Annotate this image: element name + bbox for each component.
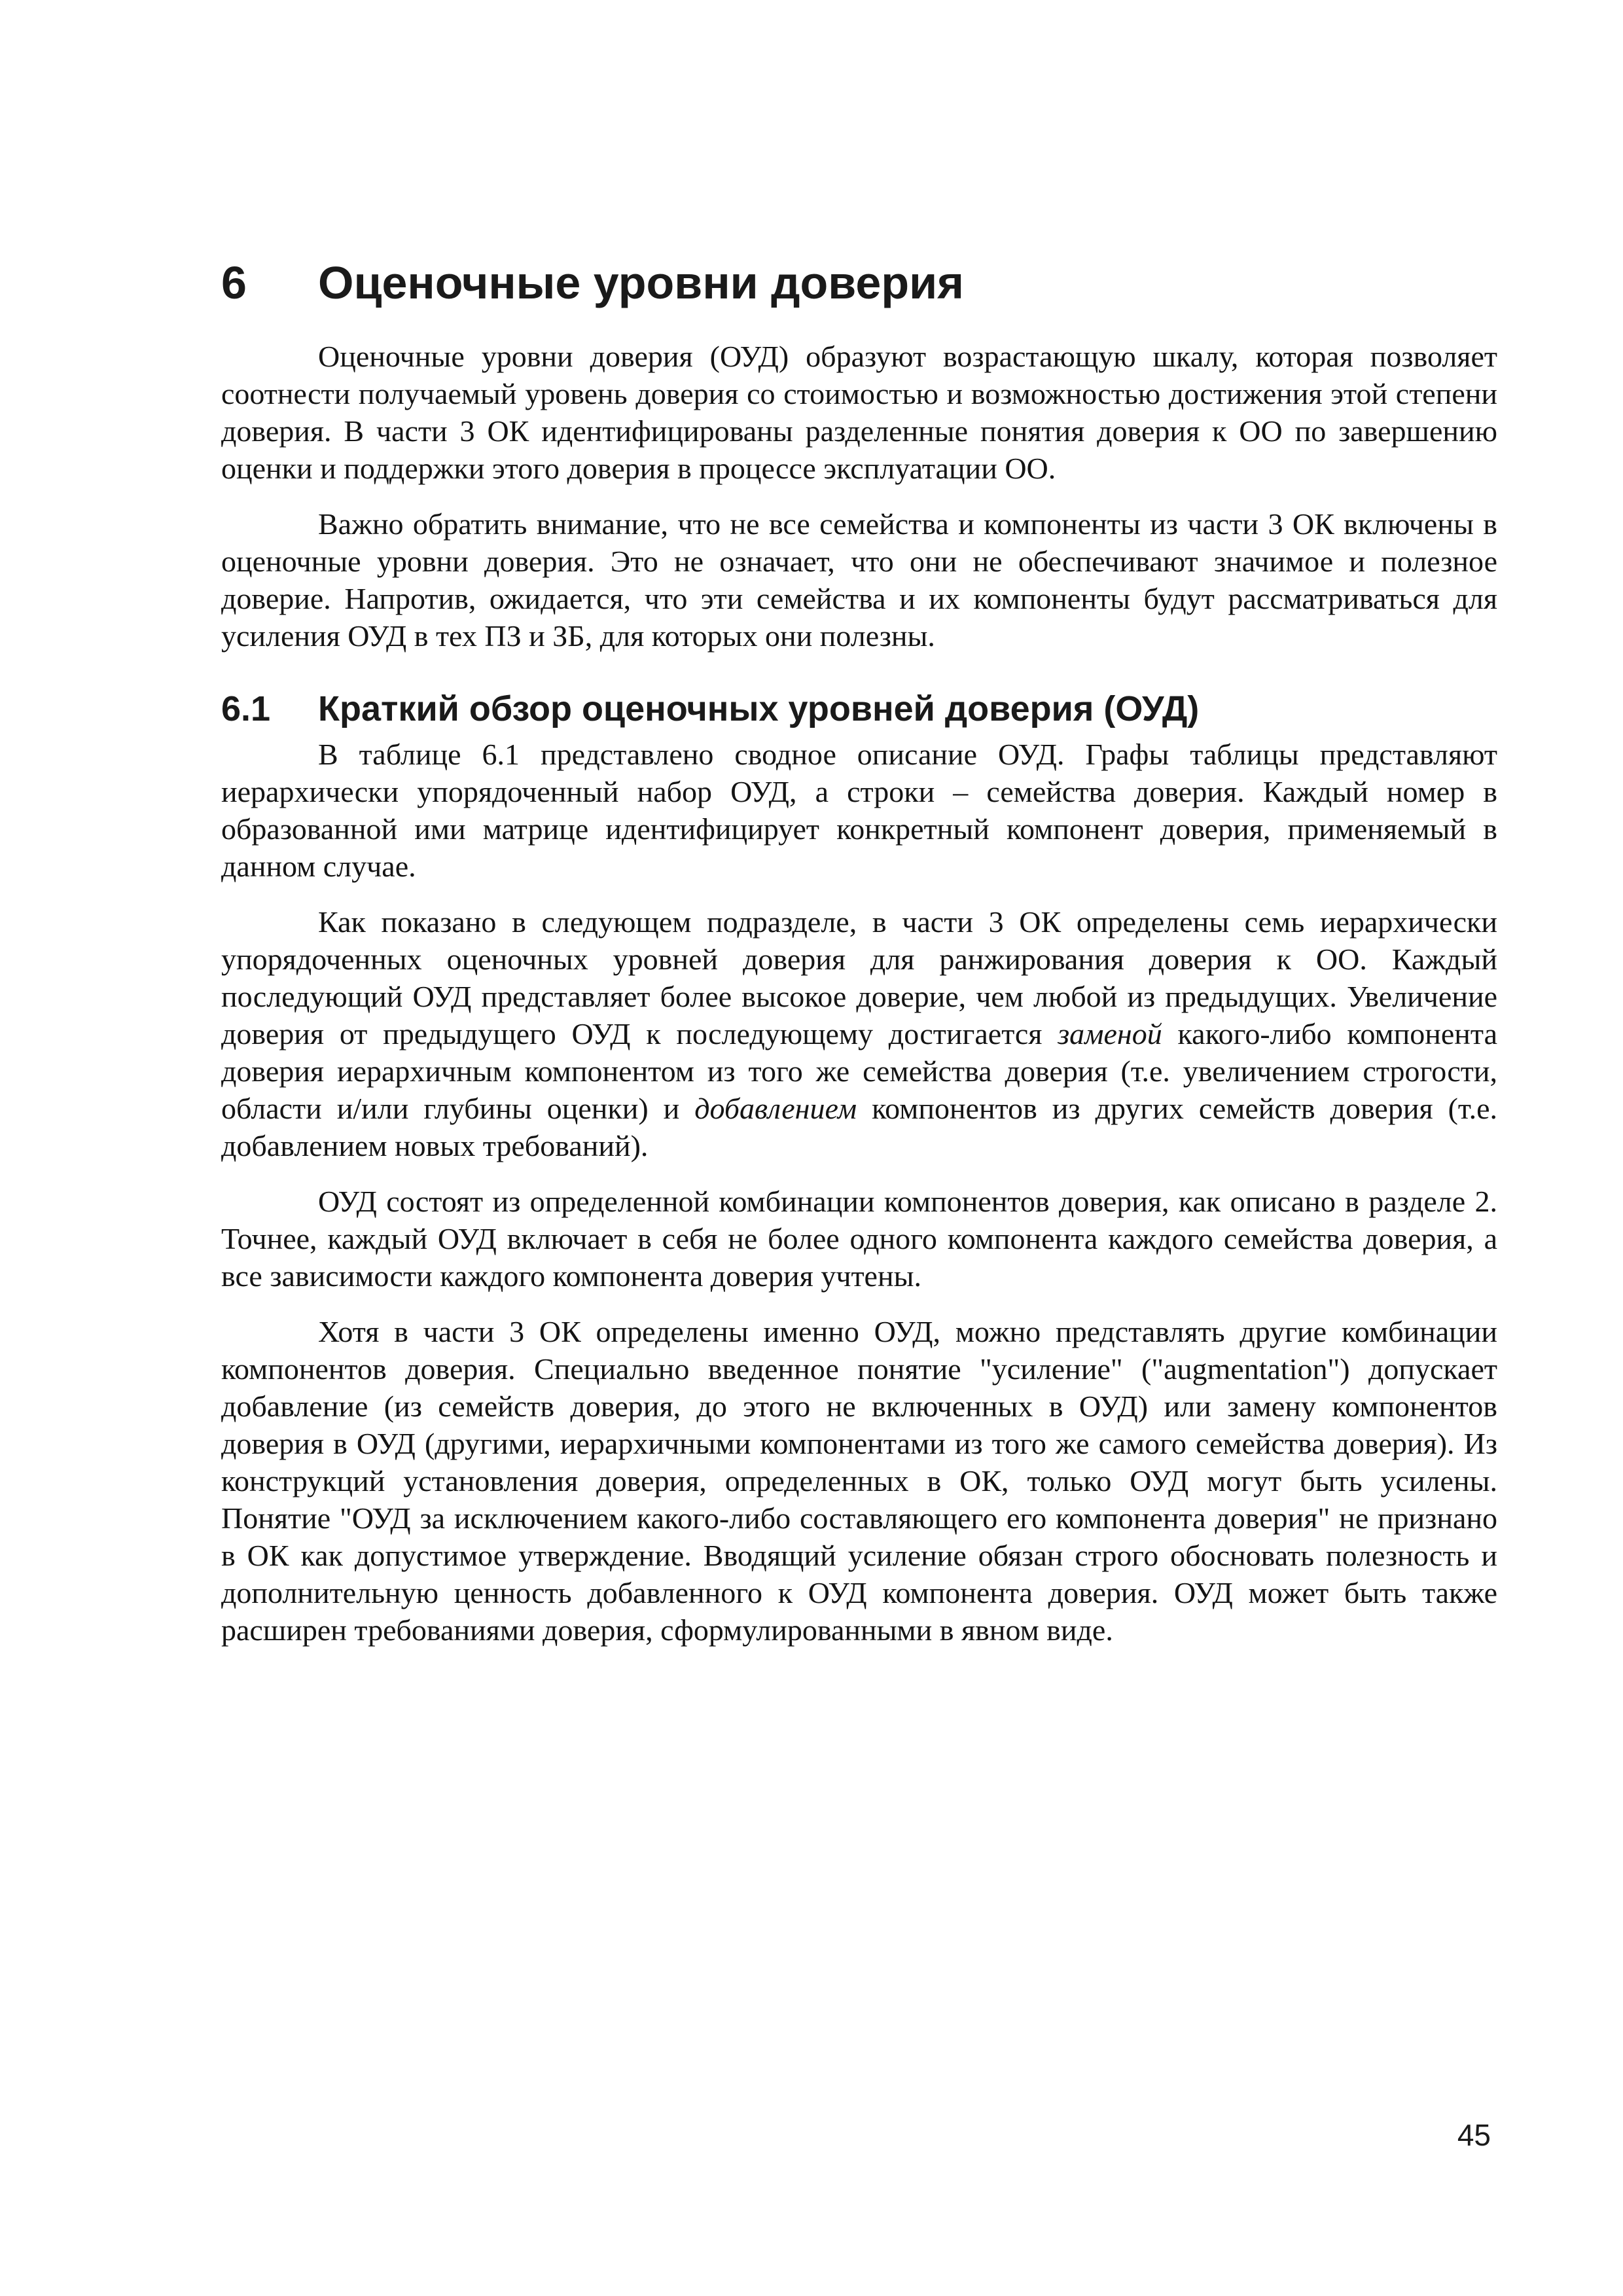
section-paragraph-1: В таблице 6.1 представлено сводное описание ОУД. Графы таблицы представляют иерархически упорядоченный набор ОУД, а строки – семейства доверия. Каждый номер в образованной ими матрице идентифицирует конкретный компонент доверия, применяемый в данном случае.: [221, 738, 1497, 883]
paragraph-text: компонентов из других семейств доверия (т.е. добавлением новых требований).: [221, 1092, 1497, 1162]
intro-paragraph-1: Оценочные уровни доверия (ОУД) образуют возрастающую шкалу, которая позволяет соотнести получаемый уровень доверия со стоимостью и возможностью достижения этой степени доверия. В части 3 ОК идентифицированы разделенные понятия доверия к ОО по завершению оценки и поддержки этого доверия в процессе эксплуатации ОО.: [221, 340, 1497, 485]
section-paragraph-2: [221, 903, 1497, 1164]
section-paragraph-3: ОУД состоят из определенной комбинации компонентов доверия, как описано в разделе 2. Точнее, каждый ОУД включает в себя не более одного компонента каждого семейства доверия, а все зависимости каждого компонента доверия учтены.: [221, 1185, 1497, 1293]
section-number: 6.1: [221, 689, 271, 728]
section-paragraph-4: Хотя в части 3 ОК определены именно ОУД, можно представлять другие комбинации компонентов доверия. Специально введенное понятие "усиление" ("augmentation") допускает добавление (из семейств доверия, до этого не включенных в ОУД) или замену компонентов доверия в ОУД (другими, иерархичными компонентами из того же самого семейства доверия). Из конструкций установления доверия, определенных в ОК, только ОУД могут быть усилены. Понятие "ОУД за исключением какого-либо составляющего его компонента доверия" не признано в ОК как допустимое утверждение. Вводящий усиление обязан строго обосновать полезность и дополнительную ценность добавленного к ОУД компонента доверия. ОУД может быть также расширен требованиями доверия, сформулированными в явном виде.: [221, 1315, 1497, 1647]
paragraph-text: Как показано в следующем подразделе, в части 3 ОК определены семь иерархически упорядоченных оценочных уровней доверия для ранжирования доверия к ОО. Каждый последующий ОУД представляет более высокое доверие, чем любой из предыдущих. Увеличение доверия от предыдущего ОУД к последующему достигается: [221, 905, 1497, 1050]
page-content: [221, 255, 1497, 1667]
section-heading: [221, 687, 1497, 730]
section-title: Краткий обзор оценочных уровней доверия (ОУД): [318, 689, 1200, 728]
chapter-title: Оценочные уровни доверия: [318, 257, 964, 308]
emphasis-addition: добавлением: [694, 1092, 857, 1125]
emphasis-replacement: заменой: [1058, 1017, 1162, 1050]
intro-paragraph-2: Важно обратить внимание, что не все семейства и компоненты из части 3 ОК включены в оценочные уровни доверия. Это не означает, что они не обеспечивают значимое и полезное доверие. Напротив, ожидается, что эти семейства и их компоненты будут рассматриваться для усиления ОУД в тех ПЗ и ЗБ, для которых они полезны.: [221, 507, 1497, 653]
chapter-heading: [221, 255, 1497, 310]
chapter-number: 6: [221, 257, 247, 308]
page-number: 45: [1457, 2118, 1491, 2152]
paragraph-text: какого-либо компонента доверия иерархичным компонентом из того же семейства доверия (т.е. увеличением строгости, области и/или глубины оценки) и: [221, 1017, 1497, 1125]
